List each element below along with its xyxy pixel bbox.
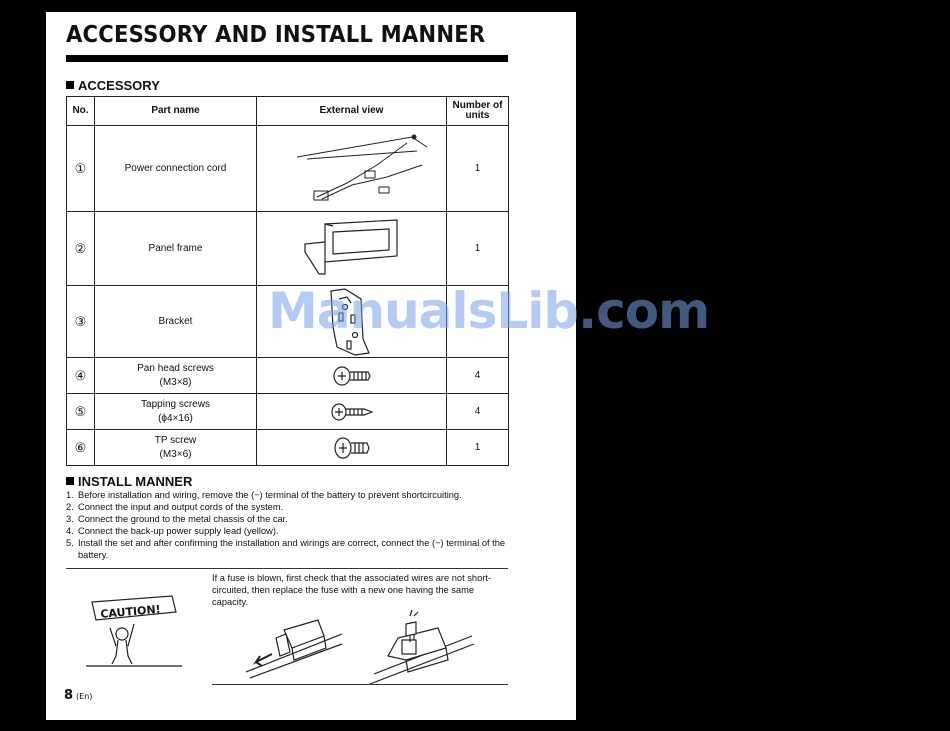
- fuse-note: If a fuse is blown, first check that the associated wires are not short-circuited, then replace the fuse with a new one having the same capacity.: [212, 573, 492, 607]
- step-text: Connect the ground to the metal chassis of the car.: [78, 514, 288, 524]
- external-view: [257, 126, 447, 212]
- external-view: [257, 358, 447, 394]
- page-language: (En): [76, 692, 93, 701]
- step-text: Connect the back-up power supply lead (yellow).: [78, 526, 279, 536]
- part-name: Tapping screws (ϕ4×16): [95, 394, 257, 430]
- header-number-of-units: Number of units: [447, 97, 509, 126]
- unit-count: 1: [447, 126, 509, 212]
- list-item: [66, 489, 511, 501]
- row-number: ⑥: [67, 430, 95, 466]
- step-text: Install the set and after confirming the installation and wirings are correct, connect the (−) terminal of the battery.: [78, 538, 506, 560]
- caution-sign-text: CAUTION!: [99, 602, 162, 621]
- table-header-row: [67, 97, 509, 126]
- table-row: [67, 358, 509, 394]
- manual-page: [46, 12, 576, 720]
- part-name: Bracket: [95, 286, 257, 358]
- part-name: Pan head screws (M3×8): [95, 358, 257, 394]
- install-heading-text: INSTALL MANNER: [78, 474, 193, 489]
- external-view: [257, 212, 447, 286]
- header-external-view: External view: [257, 97, 447, 126]
- external-view: [257, 394, 447, 430]
- row-number: ⑤: [67, 394, 95, 430]
- watermark: ManualsLib.com: [268, 282, 710, 340]
- row-number: ③: [67, 286, 95, 358]
- fuse-replacement-icon: [368, 604, 476, 688]
- list-item: [66, 513, 511, 525]
- external-view: [257, 430, 447, 466]
- header-part-name: Part name: [95, 97, 257, 126]
- step-text: Connect the input and output cords of the system.: [78, 502, 284, 512]
- part-name: Panel frame: [95, 212, 257, 286]
- install-steps: [66, 489, 511, 561]
- square-bullet-icon: [66, 81, 74, 89]
- title-rule: [66, 55, 508, 62]
- row-number: ②: [67, 212, 95, 286]
- tapping-screw-icon: [330, 401, 374, 423]
- panel-frame-icon: [297, 218, 407, 280]
- accessory-table: [66, 96, 509, 466]
- square-bullet-icon: [66, 477, 74, 485]
- accessory-heading-text: ACCESSORY: [78, 78, 160, 93]
- pan-head-screw-icon: [332, 365, 372, 387]
- table-row: [67, 430, 509, 466]
- list-item: [66, 537, 511, 561]
- step-text: Before installation and wiring, remove the (−) terminal of the battery to prevent shortcircuiting.: [78, 490, 462, 500]
- list-item: [66, 501, 511, 513]
- blown-fuse-holder-icon: [242, 610, 346, 680]
- power-cord-icon: [277, 129, 427, 209]
- list-item: [66, 525, 511, 537]
- install-heading: [66, 474, 192, 489]
- table-row: [67, 126, 509, 212]
- step-number: 2.: [66, 502, 74, 512]
- caution-sign-icon: [86, 594, 182, 668]
- accessory-heading: [66, 78, 160, 93]
- page-number: [64, 688, 92, 703]
- step-number: 4.: [66, 526, 74, 536]
- part-name: Power connection cord: [95, 126, 257, 212]
- unit-count: 4: [447, 394, 509, 430]
- unit-count: 4: [447, 358, 509, 394]
- step-number: 5.: [66, 538, 74, 548]
- unit-count: 1: [447, 212, 509, 286]
- table-row: [67, 394, 509, 430]
- page-number-value: 8: [64, 688, 74, 703]
- unit-count: 1: [447, 430, 509, 466]
- step-number: 3.: [66, 514, 74, 524]
- page-title: ACCESSORY AND INSTALL MANNER: [66, 22, 486, 48]
- step-number: 1.: [66, 490, 74, 500]
- footer-rule: [212, 684, 508, 685]
- table-row: [67, 212, 509, 286]
- part-name: TP screw (M3×6): [95, 430, 257, 466]
- row-number: ④: [67, 358, 95, 394]
- header-no: No.: [67, 97, 95, 126]
- caution-rule: [66, 568, 508, 569]
- tp-screw-icon: [333, 436, 371, 460]
- row-number: ①: [67, 126, 95, 212]
